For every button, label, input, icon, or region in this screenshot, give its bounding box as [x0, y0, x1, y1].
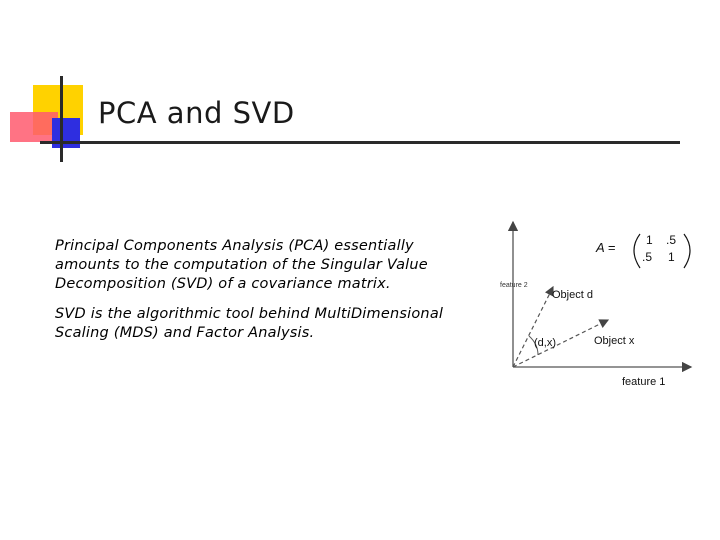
vector-diagram — [496, 212, 706, 397]
matrix-cell-12: .5 — [666, 233, 677, 247]
matrix-cell-22: 1 — [668, 250, 675, 264]
paragraph-svd: SVD is the algorithmic tool behind MultiDimensional Scaling (MDS) and Factor Analysis. — [55, 306, 444, 341]
decorative-logo — [0, 0, 100, 170]
object-x-label: Object x — [594, 335, 635, 347]
matrix-cell-11: 1 — [646, 233, 653, 247]
slide-title: PCA and SVD — [98, 96, 295, 130]
title-underline — [40, 141, 680, 144]
vector-d — [513, 287, 553, 367]
matrix-right-paren — [684, 234, 690, 268]
object-d-label: Object d — [552, 289, 593, 301]
matrix-cell-21: .5 — [642, 250, 653, 264]
xaxis-label: feature 1 — [622, 376, 666, 388]
yaxis-label: feature 2 — [500, 282, 528, 289]
angle-label: (d,x) — [534, 337, 556, 349]
red-square — [10, 112, 58, 142]
paragraph-pca: Principal Components Analysis (PCA) essentially amounts to the computation of the Singular Value Decomposition (SVD) of a covariance matrix. — [55, 238, 428, 292]
matrix-label: A = — [596, 240, 616, 255]
vector-figure — [496, 212, 706, 397]
vertical-rule — [60, 76, 63, 162]
matrix-left-paren — [634, 234, 640, 268]
